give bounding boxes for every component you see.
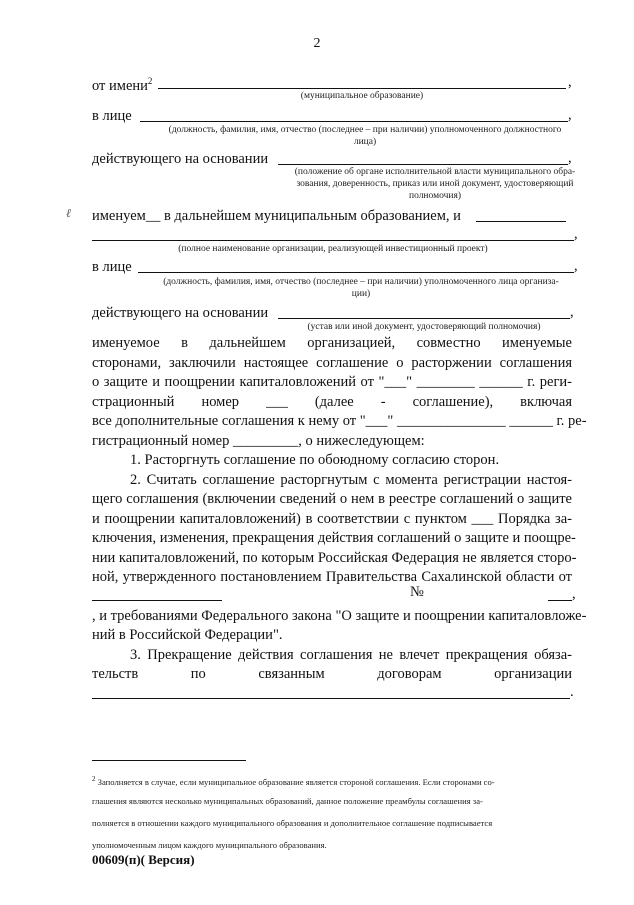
blank-line xyxy=(158,88,566,89)
caption: (муниципальное образование) xyxy=(300,91,424,101)
number-sign: № xyxy=(410,584,424,600)
blank-line xyxy=(140,121,568,122)
footnote-line: глашения являются несколько муниципальных образований, данное положение преамбулы соглашения за- xyxy=(92,796,483,806)
footnote-line: уполномоченным лицом каждого муниципального образования. xyxy=(92,840,327,850)
on-behalf-label: от имени$^2$ xyxy=(92,76,153,94)
footnote-line: $^2$ Заполняется в случае, если муниципальное образование является стороной соглашения. Если сторонами со- xyxy=(92,775,495,787)
blank-line xyxy=(278,318,570,319)
caption: (положение об органе исполнительной власти муниципального обра- зования, доверенность, приказ или иной документ, удостоверяющий полномочия) xyxy=(294,167,576,201)
in-person-label: в лице xyxy=(92,108,132,124)
item-2-line: и поощрении капиталовложений) в соответствии с пунктом ___ Порядка за- xyxy=(92,511,572,527)
document-code: 00609(п)( Версия) xyxy=(92,852,195,867)
blank-line xyxy=(92,600,222,601)
acting-basis-label-2: действующего на основании xyxy=(92,305,269,321)
margin-mark: ℓ xyxy=(66,206,71,220)
item-1: 1. Расторгнуть соглашение по обоюдному согласию сторон. xyxy=(130,452,500,468)
body-line: все дополнительные соглашения к нему от "___" _______________ ______ г. ре- xyxy=(92,413,587,429)
caption: (должность, фамилия, имя, отчество (последнее – при наличии) уполномоченного должностного лица) xyxy=(168,125,562,147)
footnote-line: полняется в отношении каждого муниципального образования и дополнительное соглашение подписывается xyxy=(92,818,493,828)
item-2-line: щего соглашения (включении сведений о нем в реестре соглашений о защите xyxy=(92,491,572,507)
body-line: гистрационный номер _________, о нижеследующем: xyxy=(92,433,425,449)
item-2-line: нии капиталовложений, по которым Российская Федерация не является сторо- xyxy=(92,550,577,566)
footnote-rule xyxy=(92,760,246,761)
body-line: именуемое в дальнейшем организацией, совместно именуемые xyxy=(92,335,572,351)
body-line: сторонами, заключили настоящее соглашение о расторжении соглашения xyxy=(92,355,572,371)
document-page: 2 от имени$^2$ , (муниципальное образование) в лице , (должность, фамилия, имя, отчество (последнее – при наличии) уполномоченного должностного лица) действующего на основании , (положение об органе исполнительной власти муниципального обра- зования, доверенность, приказ или иной документ, удостоверяющий полномочия) ℓ именуем__ в дальнейшем муниципальным образованием, и , (полное наименование организации, реализующей инвестиционный проект) в лице , (должность, фамилия, имя, отчество (последнее – при наличии) уполномоченного лица организа- ции) действующего на основании , (устав или иной документ, удостоверяющий полномочия) именуемое в дальнейшем организацией, совместно именуемые сторонами, заключили настоящее соглашение о расторжении соглашения о защите и поощрении капиталовложений от "___" ________ ______ г. реги- страционный номер ___ (далее - соглашение), включая все дополнительные соглашения к нему от "___" _______________ ______ г. ре- гистрационный номер _________, о нижеследующем: 1. Расторгнуть соглашение по обоюдному согласию сторон. 2. Считать соглашение расторгнутым с момента регистрации настоя- щего соглашения (включении сведений о нем в реестре соглашений о защите и поощрении капиталовложений) в соответствии с пунктом ___ Порядка за- ключения, изменения, прекращения действия соглашений о защите и поощре- нии капиталовложений, по которым Российская Федерация не является сторо- ной, утвержденного постановлением Правительства Сахалинской области от № , , и требованиями Федерального закона "О защите и поощрении капиталовложе- ний в Российской Федерации". 3. Прекращение действия соглашения не влечет прекращения обяза- тельств по связанным договорам организации . $^2$ Заполняется в случае, если муниципальное образование является стороной соглашения. Если сторонами со- глашения являются несколько муниципальных образований, данное положение преамбулы соглашения за- полняется в отношении каждого муниципального образования и дополнительное соглашение подписывается уполномоченным лицом каждого муниципального образования. 00609(п)( Версия) xyxy=(0,0,634,905)
blank-line xyxy=(476,221,566,222)
item-3-line: 3. Прекращение действия соглашения не влечет прекращения обяза- xyxy=(130,647,572,663)
blank-line xyxy=(138,272,574,273)
item-3-line: тельств по связанным договорам организации xyxy=(92,666,572,682)
item-2-line: ключения, изменения, прекращения действия соглашений о защите и поощре- xyxy=(92,530,576,546)
acting-basis-label: действующего на основании xyxy=(92,151,269,167)
caption: (устав или иной документ, удостоверяющий полномочия) xyxy=(307,322,541,332)
caption: (должность, фамилия, имя, отчество (последнее – при наличии) уполномоченного лица организа- ции) xyxy=(163,277,559,299)
blank-line xyxy=(278,164,568,165)
item-2-line: , и требованиями Федерального закона "О защите и поощрении капиталовложе- xyxy=(92,608,587,624)
body-line: о защите и поощрении капиталовложений от "___" ________ ______ г. реги- xyxy=(92,374,572,390)
blank-line xyxy=(92,240,574,241)
item-2-line: ной, утвержденного постановлением Правительства Сахалинской области от xyxy=(92,569,572,585)
named-municipal-text: именуем__ в дальнейшем муниципальным образованием, и xyxy=(92,208,461,224)
page-number: 2 xyxy=(313,36,321,51)
blank-line xyxy=(92,698,570,699)
item-2-line: ний в Российской Федерации". xyxy=(92,627,283,643)
item-2-line: 2. Считать соглашение расторгнутым с момента регистрации настоя- xyxy=(130,472,572,488)
body-line: страционный номер ___ (далее - соглашение), включая xyxy=(92,394,572,410)
blank-line xyxy=(548,600,572,601)
caption: (полное наименование организации, реализующей инвестиционный проект) xyxy=(178,244,488,254)
in-person-label-2: в лице xyxy=(92,259,132,275)
